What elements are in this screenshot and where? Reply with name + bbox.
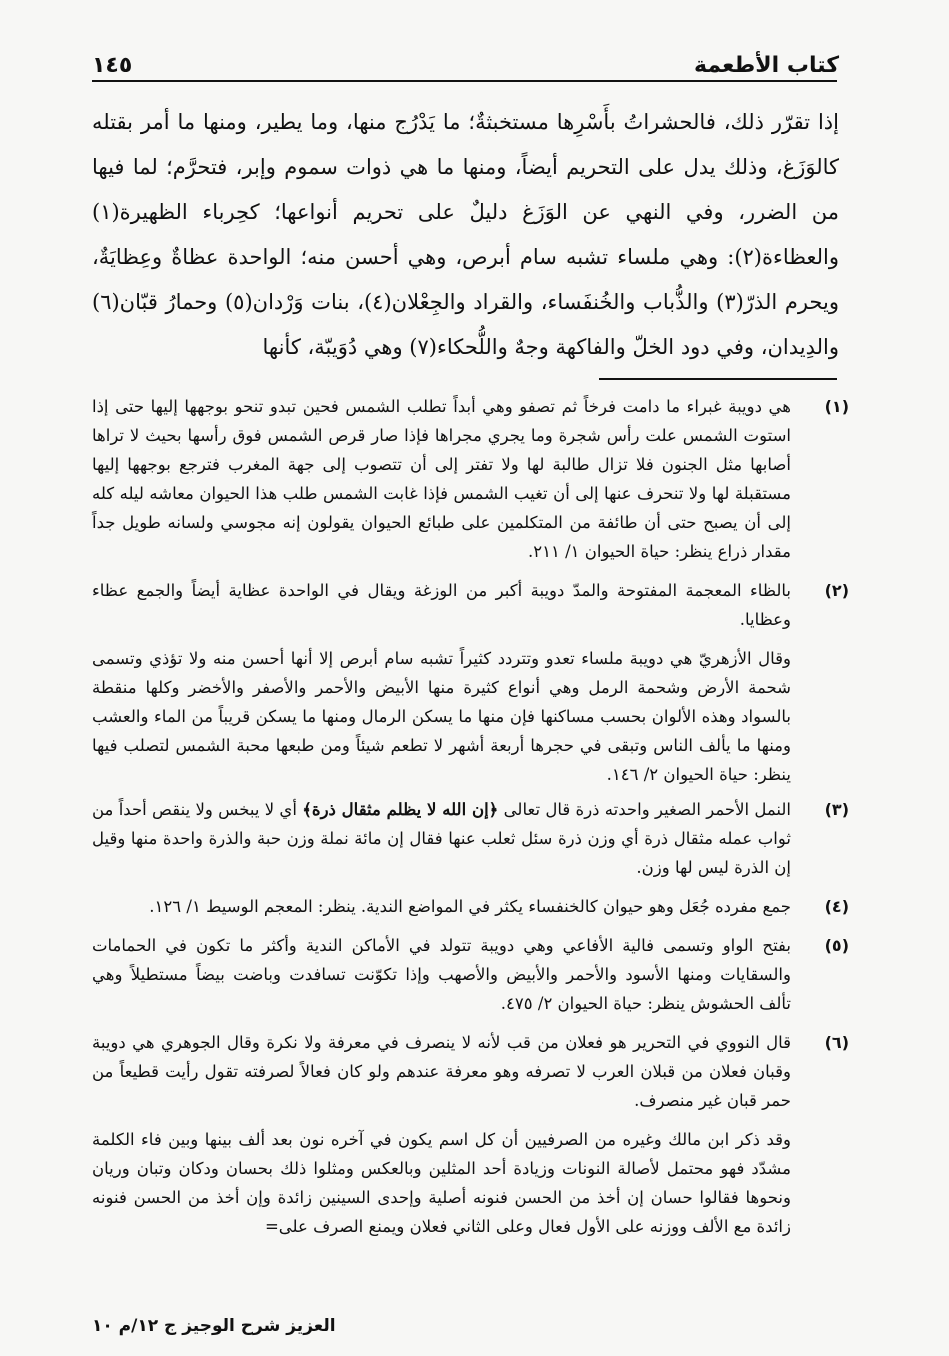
footnote-text: بالظاء المعجمة المفتوحة والمدّ دويبة أكبر من الوزغة ويقال في الواحدة عظاية أيضاً والجمع عظاء وعظايا. (92, 581, 791, 629)
footnote-number: (٢) (824, 581, 849, 600)
page-header (92, 38, 839, 78)
footnote-text: بفتح الواو وتسمى فالية الأفاعي وهي دويبة تتولد في الأماكن الندية وأكثر ما تكون في الحمامات والسقايات ومنها الأسود والأحمر والأبيض والأصهب وإذا تكوّنت تسافدت وباضت بيضاً مستطيلاً وهي تألف الحشوش ينظر: حياة الحيوان ٢/ ٤٧٥. (92, 936, 791, 1013)
footnote-number: (١) (824, 397, 849, 416)
footnote-2 (92, 576, 849, 640)
footnote-text-pre: النمل الأحمر الصغير واحدته ذرة قال تعالى (503, 800, 791, 819)
footnotes (92, 392, 849, 1247)
footnote-5 (92, 931, 849, 1024)
footnote-text: وقد ذكر ابن مالك وغيره من الصرفيين أن كل اسم يكون في آخره نون بعد ألف بينها وبين فاء الكلمة مشدّد فهو محتمل لأصالة النونات وزيادة أحد المثلين وبالعكس ومثلوا ذلك بحسان ودكان وتبان وريان ونحوها فقالوا حسان إن أخذ من الحسن فنونه أصلية وإحدى السينين زائدة وإن أخذ من الحسن فنونه زائدة مع الألف ووزنه على الأول فعال وعلى الثاني فعلان ويمنع الصرف على= (92, 1130, 791, 1236)
volume-signature: العزيز شرح الوجيز ج ١٢/م ١٠ (92, 1316, 336, 1336)
footnote-number: (٥) (824, 936, 849, 955)
footnote-text: جمع مفرده جُعَل وهو حيوان كالخنفساء يكثر في المواضع الندية. ينظر: المعجم الوسيط ١/ ١٢٦. (149, 897, 791, 916)
footnote-4 (92, 892, 849, 927)
quran-quote: ﴿إن الله لا يظلم مثقال ذرة﴾ (302, 800, 499, 819)
main-text (92, 100, 839, 370)
footnote-2-continuation (92, 644, 849, 789)
footnote-text: وقال الأزهريّ هي دويبة ملساء تعدو وتتردد كثيراً تشبه سام أبرص إلا أنها أحسن منه ولا تؤذي وتسمى شحمة الأرض وشحمة الرمل وهي أنواع كثيرة منها الأبيض والأحمر والأصفر والأخضر وكلها منقطة بالسواد وهذه الألوان بحسب مساكنها فإن منها ما يسكن الرمال ومنها ما يسكن قريباً من الماء والعشب ومنها ما يألف الناس وتبقى في حجرها أربعة أشهر لا تطعم شيئاً ومن طبعها محبة الشمس لتصلب فيها ينظر: حياة الحيوان ٢/ ١٤٦. (92, 649, 791, 784)
header-divider (92, 80, 837, 82)
main-paragraph: إذا تقرّر ذلك، فالحشراتُ بأَسْرِها مستخبثةٌ؛ ما يَدْرُج منها، وما يطير، ومنها ما أمر بقتله كالوَزَغ، وذلك يدل على التحريم أيضاً، ومنها ما هي ذوات سموم وإبر، فتحرَّم؛ لما فيها من الضرر، وفي النهي عن الوَزَغ دليلٌ على تحريم أنواعها؛ كحِرباء الظهيرة(١) والعظاءة(٢): وهي ملساء تشبه سام أبرص، وهي أحسن منه؛ الواحدة عظاةٌ وعِظايَةٌ، ويحرم الذرّ(٣) والذُّباب والخُنفَساء، والقراد والجِعْلان(٤)، بنات وَرْدان(٥) وحمارُ قبّان(٦) والدِيدان، وفي دود الخلّ والفاكهة وجهٌ واللُّحكاء(٧) وهي دُوَيبّة، كأنها (92, 110, 839, 359)
footnote-6-continuation (92, 1125, 849, 1241)
footnote-divider (599, 378, 837, 380)
book-title: كتاب الأطعمة (694, 53, 839, 78)
footnote-text (92, 795, 791, 882)
footnote-text: قال النووي في التحرير هو فعلان من قب لأنه لا ينصرف في معرفة ولا نكرة وقال الجوهري هي دويبة وقبان فعلان من قبلان العرب لا تصرفه وهو معرفة عندهم ولو كان فعالاً لصرفته تقول رأيت قطيعاً من حمر قبان غير منصرف. (92, 1033, 791, 1110)
footnote-6 (92, 1028, 849, 1121)
footnote-number: (٣) (824, 800, 849, 819)
footnote-number: (٤) (824, 897, 849, 916)
footnote-text-post: أي لا يبخس ولا ينقص أحداً من ثواب عمله مثقال ذرة أي وزن ذرة سئل ثعلب عنها فقال إن مائة نملة وزن حبة والذرة واحدة منها وقيل إن الذرة ليس لها وزن. (92, 800, 791, 877)
footnote-text: هي دويبة غبراء ما دامت فرخاً ثم تصفو وهي أبداً تطلب الشمس فحين تبدو تنحو بوجهها إليها حتى إذا استوت الشمس علت رأس شجرة وما يجري مجراها فإذا صار قرص الشمس فوق رأسها بحيث لا تراها أصابها مثل الجنون فلا تزال طالبة لها ولا تفتر إلى أن تتصوب إلى جهة المغرب فترجع بوجهها إليها مستقبلة لها ولا تنحرف عنها إلى أن تغيب الشمس فإذا غابت الشمس طلب هذا الحيوان معاشه ليله كله إلى أن يصبح حتى أن طائفة من المتكلمين على طبائع الحيوان يقولون إنه مجوسي ولسانه طويل جداً مقدار ذراع ينظر: حياة الحيوان ١/ ٢١١. (92, 397, 791, 561)
footnote-3 (92, 795, 849, 888)
footnote-number: (٦) (824, 1033, 849, 1052)
page-number: ١٤٥ (92, 53, 133, 78)
footnote-1 (92, 392, 849, 572)
